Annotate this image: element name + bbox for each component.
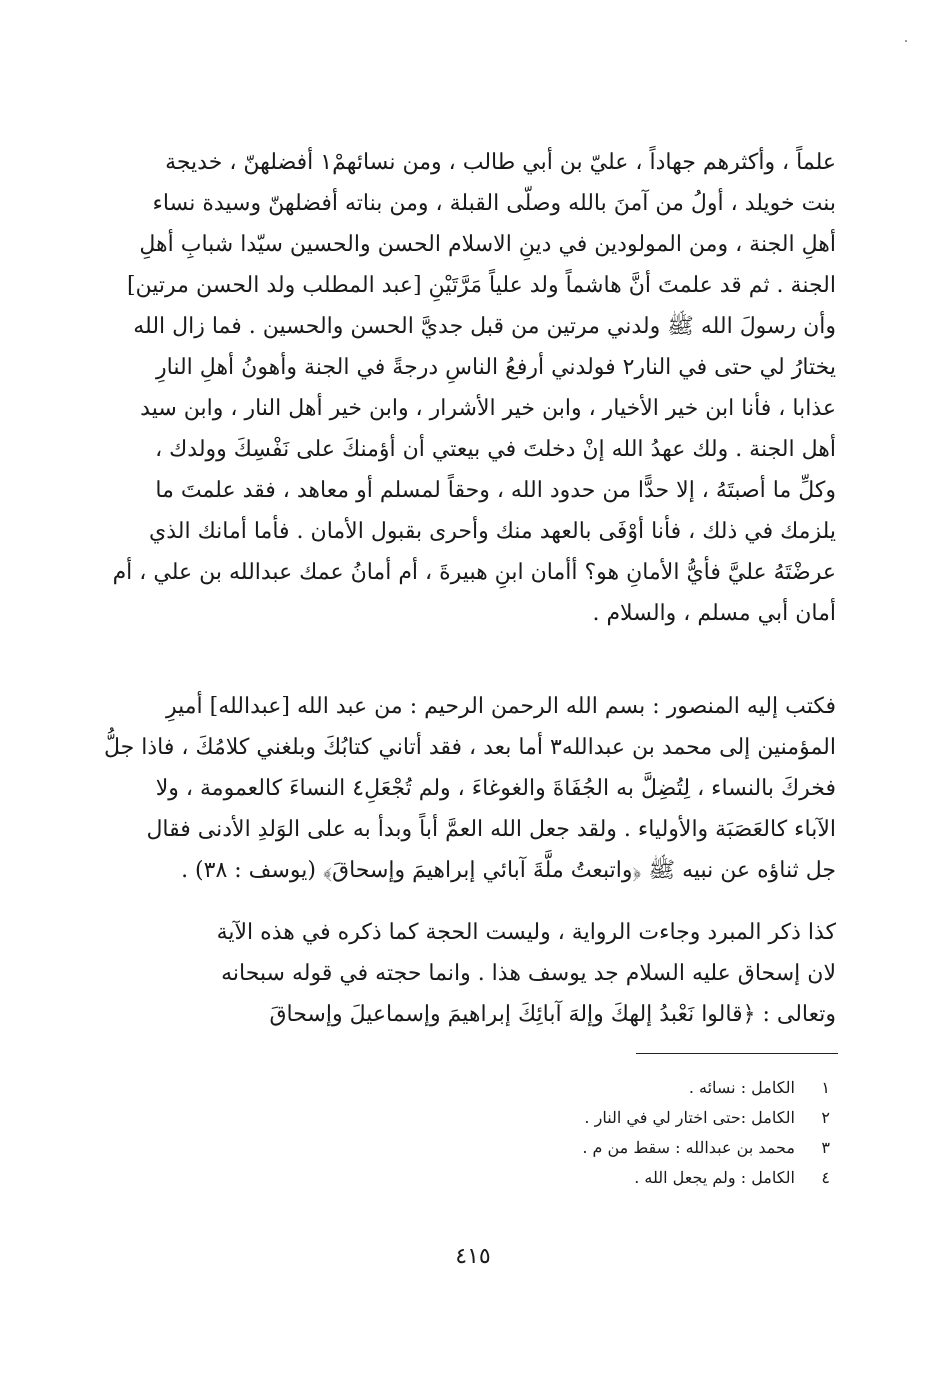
text-line: أهل الجنة . ولك عهدُ الله إنْ دخلتَ في بيعتي أن أؤمنكَ على نَفْسِكَ وولدك ، <box>155 437 836 462</box>
footnote-text: الكامل : نسائه . <box>688 1078 795 1097</box>
text-line: يختارُ لي حتى في النار٢ فولدني أرفعُ الناسِ درجةً في الجنة وأهونُ أهلِ النارِ <box>156 355 836 380</box>
text-line: يلزمك في ذلك ، فأنا أوْفَى بالعهد منك وأحرى بقبول الأمان . فأما أمانك الذي <box>149 519 836 544</box>
footnote-divider <box>636 1053 838 1054</box>
text-line: أمان أبي مسلم ، والسلام . <box>592 601 836 626</box>
footnote-text: الكامل :حتى اختار لي في النار . <box>584 1108 795 1127</box>
footnote <box>440 1103 830 1133</box>
text-line: بنت خويلد ، أولُ من آمنَ بالله وصلّى القبلة ، ومن بناته أفضلهنّ وسيدة نساء <box>152 191 836 216</box>
text-line: كذا ذكر المبرد وجاءت الرواية ، وليست الحجة كما ذكره في هذه الآية <box>216 920 836 945</box>
text-line: فخركَ بالنساء ، لِتُضِلَّ به الجُفَاةَ والغوغاءَ ، ولم تُجْعَلِ٤ النساءَ كالعمومة ، ولا <box>155 776 836 801</box>
footnote <box>440 1133 830 1163</box>
footnote-number: ٣ <box>821 1138 830 1157</box>
paragraph-1 <box>112 142 836 634</box>
paragraph-2 <box>103 686 836 891</box>
text-line: المؤمنين إلى محمد بن عبدالله٣ أما بعد ، فقد أتاني كتابُكَ وبلغني كلامُكَ ، فاذا جلُّ <box>103 735 836 760</box>
text-line: عذابا ، فأنا ابن خير الأخيار ، وابن خير الأشرار ، وابن خير أهل النار ، وابن سيد <box>140 396 836 421</box>
footnote-text: محمد بن عبدالله : سقط من م . <box>582 1138 795 1157</box>
text-line: الجنة . ثم قد علمتَ أنَّ هاشماً ولد علياً مَرَّتَيْنِ [عبد المطلب ولد الحسن مرتين] <box>126 273 836 298</box>
footnote-text: الكامل : ولم يجعل الله . <box>634 1168 795 1187</box>
text-line: الآباء كالعَصَبَة والأولياء . ولقد جعل الله العمَّ أباً وبدأ به على الوَلدِ الأدنى فقال <box>146 817 836 842</box>
text-line: عرضْتَهُ عليَّ فأيُّ الأمانِ هو؟ أأمان ابنِ هبيرةَ ، أم أمانُ عمك عبدالله بن علي ، أم <box>112 560 836 585</box>
footnotes <box>440 1073 830 1193</box>
text-line: أهلِ الجنة ، ومن المولودين في دينِ الاسلام الحسن والحسين سيّدا شبابِ أهلِ <box>139 232 836 257</box>
scan-speck <box>905 40 907 42</box>
footnote-number: ٤ <box>821 1168 830 1187</box>
page-number: ٤١٥ <box>455 1244 491 1269</box>
footnote <box>440 1163 830 1193</box>
text-line: علماً ، وأكثرهم جهاداً ، عليّ بن أبي طالب ، ومن نسائهمْ١ أفضلهنّ ، خديجة <box>165 150 836 175</box>
footnote-number: ١ <box>821 1078 830 1097</box>
paragraph-3 <box>160 912 836 1035</box>
text-line: وكلِّ ما أصبتَهُ ، إلا حدًّا من حدود الله ، وحقاً لمسلم أو معاهد ، فقد علمتَ ما <box>155 478 836 503</box>
text-line: وتعالى : ﴿قالوا نَعْبدُ إلهكَ وإلهَ آبائِكَ إبراهيمَ وإسماعيلَ وإسحاقَ <box>269 1002 836 1027</box>
footnote-number: ٢ <box>821 1108 830 1127</box>
text-line: لان إسحاق عليه السلام جد يوسف هذا . وانما حجته في قوله سبحانه <box>221 961 836 986</box>
text-line: جل ثناؤه عن نبيه ﷺ ﴿واتبعتُ ملَّةَ آبائي إبراهيمَ وإسحاقَ﴾ (يوسف : ٣٨) . <box>181 858 836 883</box>
text-line: فكتب إليه المنصور : بسم الله الرحمن الرحيم : من عبد الله [عبدالله] أميرِ <box>165 694 836 719</box>
footnote <box>440 1073 830 1103</box>
text-line: وأن رسولَ الله ﷺ ولدني مرتين من قبل جديَّ الحسن والحسين . فما زال الله <box>133 314 836 339</box>
